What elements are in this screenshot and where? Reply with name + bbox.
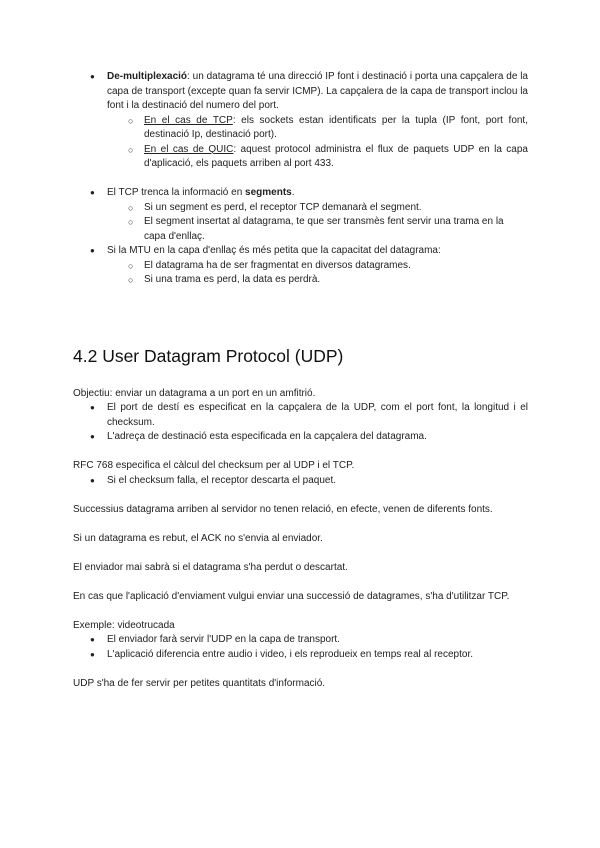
- quic-case-label: En el cas de QUIC: [144, 143, 234, 155]
- quic-case-text: : aquest protocol administra el flux de paquets UDP en la capa d'aplicació, els paquets arriben al port 433.: [144, 143, 528, 169]
- tcp-pre: El TCP trenca la informació en: [107, 187, 246, 198]
- list-item: ● El port de destí es especificat en la capçalera de la UDP, com el port font, la longitud i el checksum.: [73, 401, 528, 430]
- paragraph: Si un datagrama es rebut, el ACK no s'envia al enviador.: [73, 532, 323, 544]
- example-text: Exemple: videotrucada: [73, 619, 175, 631]
- section-heading: 4.2 User Datagram Protocol (UDP): [73, 345, 344, 366]
- list-item-mtu: ● Si la MTU en la capa d'enllaç és més petita que la capacitat del datagrama:: [73, 244, 528, 259]
- tcp-case-text: : els sockets estan identificats per la tupla (IP font, port font, destinació Ip, destinació port).: [144, 114, 528, 140]
- segments-term: segments: [245, 187, 292, 198]
- demux-term: De-multiplexació: [107, 71, 188, 82]
- sub-item: ○ El datagrama ha de ser fragmentat en diversos datagrames.: [73, 259, 528, 274]
- rfc-text: RFC 768 especifica el càlcul del checksum per al UDP i el TCP.: [73, 460, 355, 471]
- tcp-post: .: [291, 187, 295, 198]
- objective-text: Objectiu: enviar un datagrama a un port en un amfitrió.: [73, 387, 316, 399]
- sub-item-quic: [73, 143, 528, 172]
- paragraph: El enviador mai sabrà si el datagrama s'ha perdut o descartat.: [73, 561, 348, 573]
- sub-item-tcp: [73, 114, 528, 143]
- document-page: [73, 70, 528, 691]
- sub-item: ○ Si un segment es perd, el receptor TCP demanarà el segment.: [73, 201, 528, 216]
- list-item: ● L'adreça de destinació esta especificada en la capçalera del datagrama.: [73, 430, 528, 445]
- list-item: ● L'aplicació diferencia entre audio i video, i els reprodueix en temps real al receptor.: [73, 648, 528, 663]
- list-item-tcp-segments: [73, 186, 528, 201]
- list-item-demux: [73, 70, 528, 114]
- sub-item: ○ El segment insertat al datagrama, te que ser transmès fent servir una trama en la capa d'enllaç.: [73, 215, 528, 244]
- tcp-case-label: En el cas de TCP: [144, 114, 233, 126]
- paragraph: UDP s'ha de fer servir per petites quantitats d'informació.: [73, 677, 326, 689]
- example-list: [73, 633, 528, 662]
- top-bullet-list: [73, 70, 528, 172]
- sub-item: ○ Si una trama es perd, la data es perdrà.: [73, 273, 528, 288]
- list-item: ● Si el checksum falla, el receptor descarta el paquet.: [73, 474, 528, 489]
- demux-text: : un datagrama té una direcció IP font i destinació i porta una capçalera de la capa de transport (excepte quan fa servir ICMP). La capçalera de la capa de transport inclou la font i la destinació del numero del port.: [107, 71, 528, 111]
- list-item: ● El enviador farà servir l'UDP en la capa de transport.: [73, 633, 528, 648]
- objective-list: [73, 401, 528, 445]
- rfc-list: [73, 474, 528, 489]
- paragraph: En cas que l'aplicació d'enviament vulgui enviar una successió de datagrames, s'ha d'utilitzar TCP.: [73, 590, 510, 602]
- paragraph: Successius datagrama arriben al servidor no tenen relació, en efecte, venen de diferents fonts.: [73, 503, 493, 515]
- tcp-bullet-list: [73, 186, 528, 288]
